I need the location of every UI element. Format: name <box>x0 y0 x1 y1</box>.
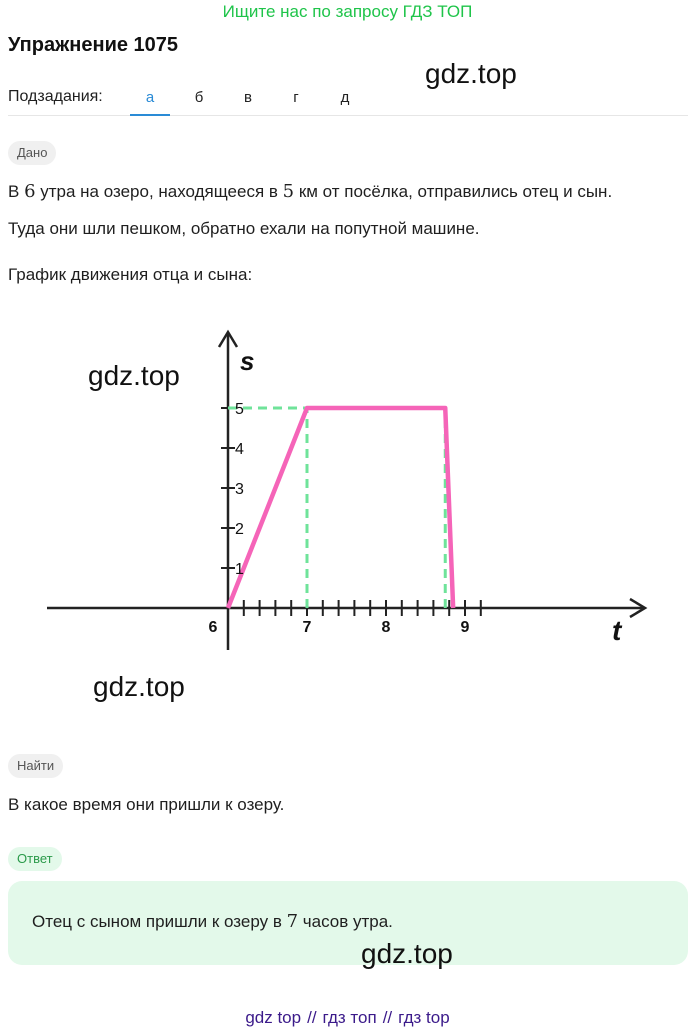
footer-link-gdz-top-ru[interactable]: гдз топ <box>322 1008 377 1027</box>
subtasks-bar <box>8 86 688 116</box>
answer-text-part: Отец с сыном пришли к озеру в <box>32 912 287 931</box>
y-axis-label: s <box>240 346 255 376</box>
tab-v[interactable]: в <box>244 89 252 106</box>
footer-separator: // <box>382 1008 393 1027</box>
x-tick-label: 6 <box>208 619 218 636</box>
given-badge: Дано <box>8 141 56 165</box>
tab-b[interactable]: б <box>194 89 204 106</box>
given-text-part: В <box>8 182 25 201</box>
watermark: gdz.top <box>88 360 180 391</box>
answer-box <box>8 881 688 965</box>
answer-text-part: часов утра. <box>298 912 393 931</box>
motion-graph <box>0 290 695 710</box>
given-number-start-hour: 6 <box>24 181 36 202</box>
tab-d[interactable]: д <box>340 89 350 106</box>
watermark: gdz.top <box>425 58 517 89</box>
answer-badge: Ответ <box>8 847 62 871</box>
given-line-1 <box>8 181 612 202</box>
find-badge: Найти <box>8 754 63 778</box>
y-tick-label: 5 <box>235 401 244 418</box>
answer-text <box>32 911 393 932</box>
tab-g[interactable]: г <box>293 89 299 106</box>
motion-series-line <box>228 408 453 608</box>
find-text: В какое время они пришли к озеру. <box>8 795 285 814</box>
footer-links <box>0 1008 695 1028</box>
footer-separator: // <box>307 1008 317 1027</box>
watermark: gdz.top <box>361 938 453 969</box>
x-axis-label: t <box>612 615 622 646</box>
y-tick-label: 4 <box>235 441 244 458</box>
subtasks-label: Подзадания: <box>8 88 103 105</box>
given-text-part: км от посёлка, отправились отец и сын. <box>294 182 613 201</box>
footer-link-gdz-top[interactable]: gdz top <box>245 1008 302 1027</box>
given-number-distance: 5 <box>282 181 295 202</box>
given-line-2: Туда они шли пешком, обратно ехали на попутной машине. <box>8 219 480 238</box>
given-line-3: График движения отца и сына: <box>8 265 253 284</box>
given-text-part: утра на озеро, находящееся в <box>35 182 283 201</box>
x-tick-label: 8 <box>381 619 391 636</box>
promo-banner: Ищите нас по запросу ГДЗ ТОП <box>222 2 473 21</box>
answer-number-hour: 7 <box>286 911 299 932</box>
page-title: Упражнение 1075 <box>8 34 179 56</box>
tab-a[interactable]: а <box>130 86 170 116</box>
x-tick-label: 9 <box>460 619 470 636</box>
watermark: gdz.top <box>93 671 185 702</box>
y-tick-label: 1 <box>235 561 244 578</box>
y-tick-label: 3 <box>235 481 244 498</box>
y-tick-label: 2 <box>235 521 244 538</box>
footer-link-gdz-top-mixed[interactable]: гдз top <box>398 1008 450 1027</box>
x-tick-label: 7 <box>302 619 312 636</box>
